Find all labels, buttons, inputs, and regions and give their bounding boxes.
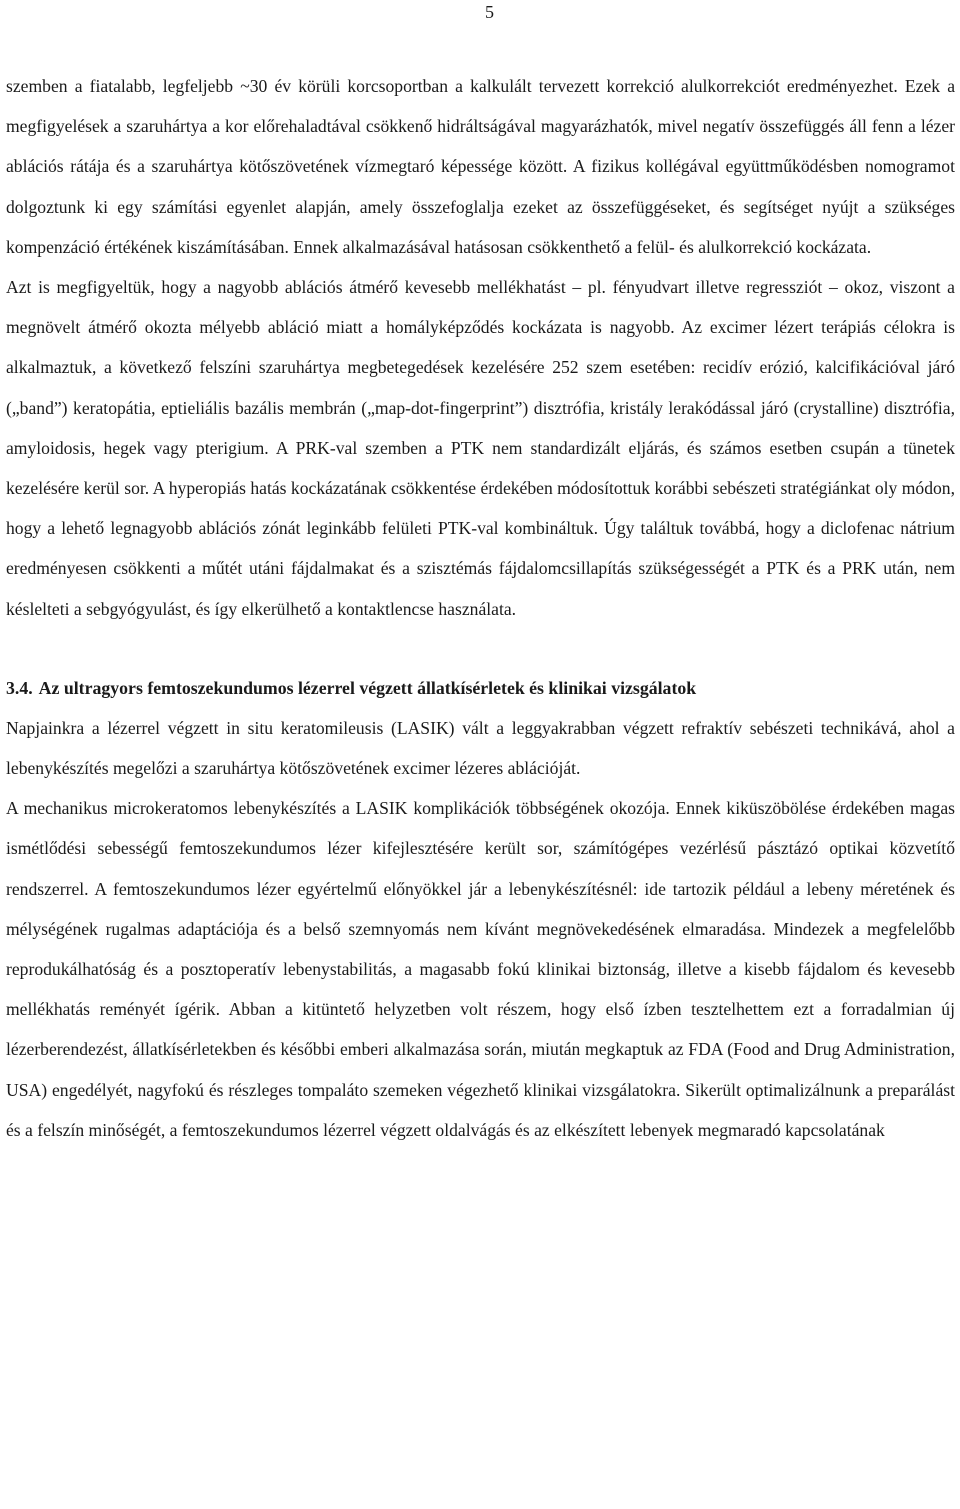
section-heading	[6, 668, 955, 708]
section-title: Az ultragyors femtoszekundumos lézerrel végzett állatkísérletek és klinikai vizsgálatok	[38, 677, 697, 698]
document-body	[6, 66, 955, 1150]
paragraph: Azt is megfigyeltük, hogy a nagyobb ablációs átmérő kevesebb mellékhatást – pl. fényudvart illetve regressziót – okoz, viszont a megnövelt átmérő okozta mélyebb abláció miatt a homályképződés kockázata is nagyobb. Az excimer lézert terápiás célokra is alkalmaztuk, a következő felszíni szaruhártya megbetegedések kezelésére 252 szem esetében: recidív erózió, kalcifikációval járó („band”) keratopátia, eptieliális bazális membrán („map-dot-fingerprint”) disztrófia, kristály lerakódással járó (crystalline) disztrófia, amyloidosis, hegek vagy pterigium. A PRK-val szemben a PTK nem standardizált eljárás, és számos esetben csupán a tünetek kezelésére kerül sor. A hyperopiás hatás kockázatának csökkentése érdekében módosítottuk korábbi sebészeti stratégiánkat oly módon, hogy a lehető legnagyobb ablációs zónát leginkább felületi PTK-val kombináltuk. Úgy találtuk továbbá, hogy a diclofenac nátrium eredményesen csökkenti a műtét utáni fájdalmakat és a szisztémás fájdalomcsillapítás szükségességét a PTK és a PRK után, nem késlelteti a sebgyógyulást, és így elkerülhető a kontaktlencse használata.	[6, 277, 955, 619]
paragraph: Napjainkra a lézerrel végzett in situ keratomileusis (LASIK) vált a leggyakrabban végzett refraktív sebészeti technikává, ahol a lebenykészítés megelőzi a szaruhártya kötőszövetének excimer lézeres ablációját.	[6, 717, 955, 779]
page-number: 5	[485, 2, 494, 22]
section-number: 3.4.	[6, 677, 33, 698]
paragraph: szemben a fiatalabb, legfeljebb ~30 év körüli korcsoportban a kalkulált tervezett korrekció alulkorrekciót eredményezhet. Ezek a megfigyelések a szaruhártya a kor előrehaladtával csökkenő hidráltságával magyarázhatók, mivel negatív összefüggés áll fenn a lézer ablációs rátája és a szaruhártya kötőszövetének vízmegtaró képessége között. A fizikus kollégával együttműködésben nomogramot dolgoztunk ki egy számítási egyenlet alapján, amely összefoglalja ezeket az összefüggéseket, és segítséget nyújt a szükséges kompenzáció értékének kiszámításában. Ennek alkalmazásával hatásosan csökkenthető a felül- és alulkorrekció kockázata.	[6, 76, 955, 257]
paragraph: A mechanikus microkeratomos lebenykészítés a LASIK komplikációk többségének okozója. Ennek kiküszöbölése érdekében magas ismétlődési sebességű femtoszekundumos lézer kifejlesztésére került sor, számítógépes vezérlésű pásztázó optikai közvetítő rendszerrel. A femtoszekundumos lézer egyértelmű előnyökkel jár a lebenykészítésnél: ide tartozik például a lebeny méretének és mélységének rugalmas adaptációja és a belső szemnyomás nem kívánt megnövekedésének elmaradása. Mindezek a megfelelőbb reprodukálhatóság és a posztoperatív lebenystabilitás, a magasabb fokú klinikai biztonság, illetve a kisebb fájdalom és kevesebb mellékhatás reményét ígérik. Abban a kitüntető helyzetben volt részem, hogy első ízben tesztelhettem ezt a forradalmian új lézerberendezést, állatkísérletekben és későbbi emberi alkalmazása során, miután megkaptuk az FDA (Food and Drug Administration, USA) engedélyét, nagyfokú és részleges tompaláto szemeken végezhető klinikai vizsgálatokra. Sikerült optimalizálnunk a preparálást és a felszín minőségét, a femtoszekundumos lézerrel végzett oldalvágás és az elkészített lebenyek megmaradó kapcsolatának	[6, 798, 955, 1140]
